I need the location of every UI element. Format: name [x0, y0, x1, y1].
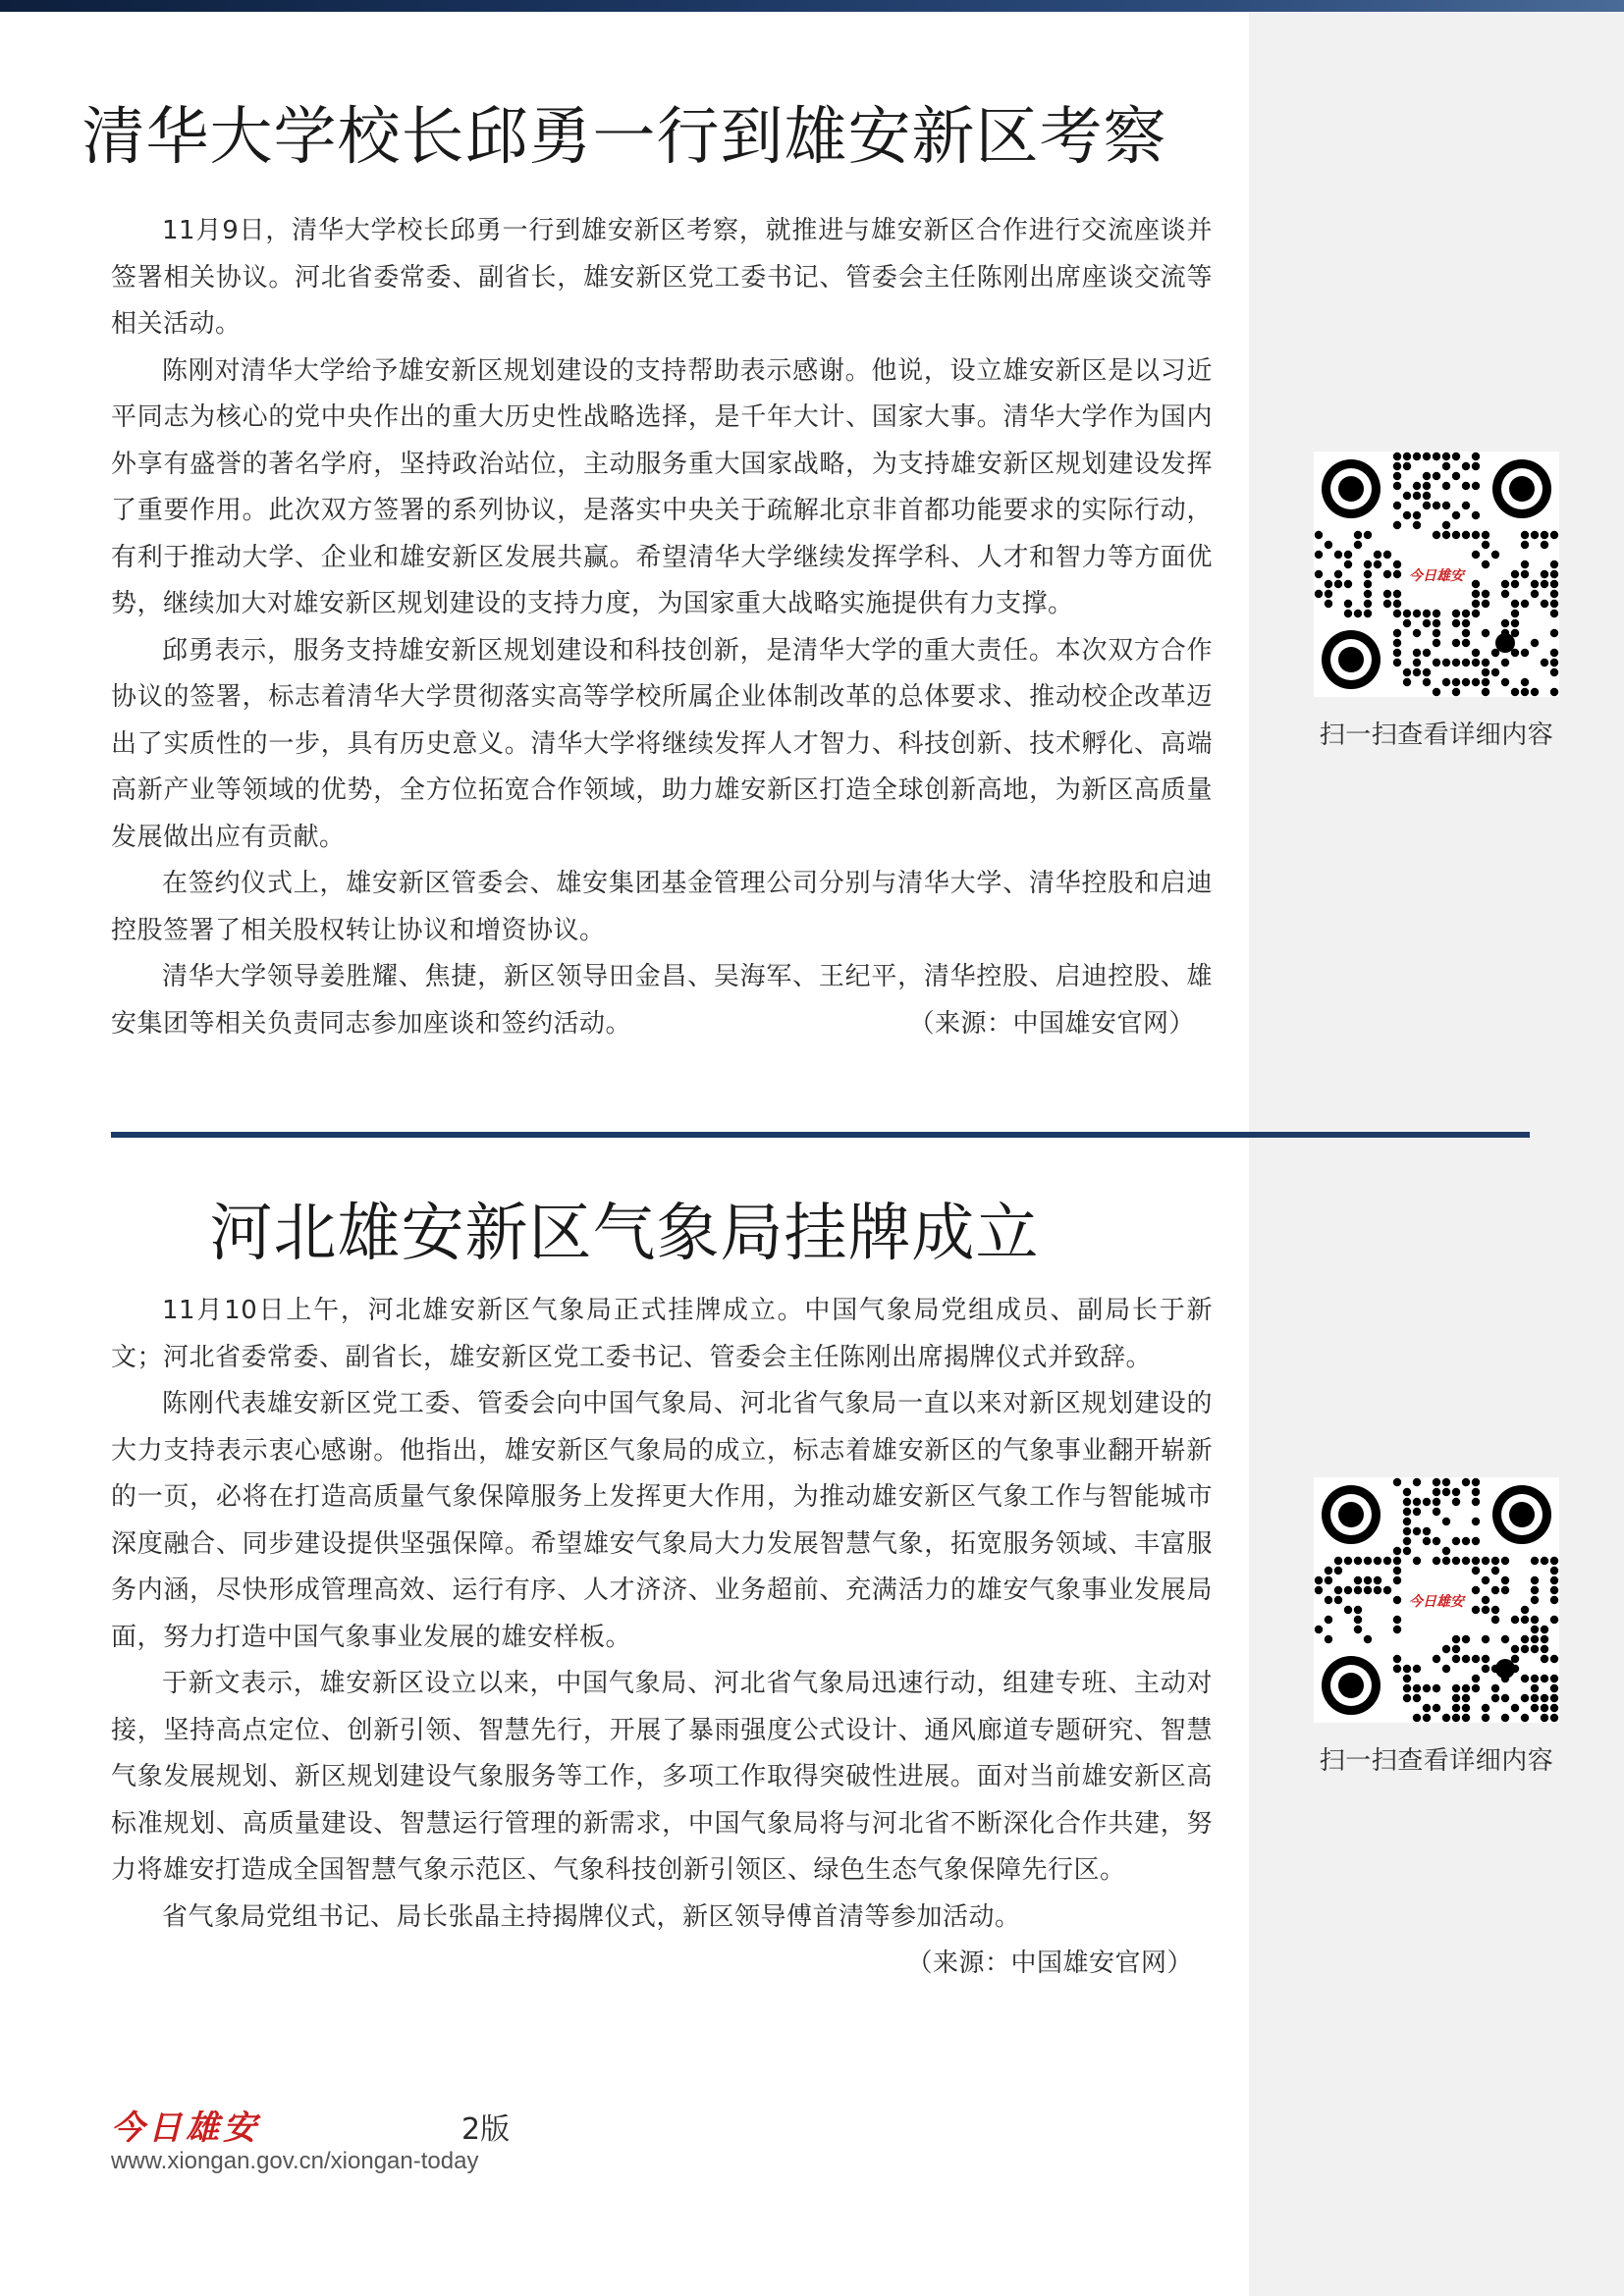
article-2-title: 河北雄安新区气象局挂牌成立	[209, 1198, 1040, 1270]
article-2-source: （来源：中国雄安官网）	[906, 1949, 1193, 1978]
section-divider	[111, 1132, 1530, 1138]
brand-logo: 今日雄安	[111, 2109, 260, 2148]
article-1-last-text: 清华大学领导姜胜耀、焦捷，新区领导田金昌、吴海军、王纪平，清华控股、启迪控股、雄安集团等相关负责同志参加座谈和签约活动。	[111, 962, 1213, 1039]
article-2-body	[111, 1288, 1213, 1988]
qr-block-2	[1304, 1477, 1569, 1777]
article-1-paragraph: 在签约仪式上，雄安新区管委会、雄安集团基金管理公司分别与清华大学、清华控股和启迪控股签署了相关股权转让协议和增资协议。	[111, 869, 1213, 945]
article-1-paragraph: 邱勇表示，服务支持雄安新区规划建设和科技创新，是清华大学的重大责任。本次双方合作协议的签署，标志着清华大学贯彻落实高等学校所属企业体制改革的总体要求、推动校企改革迈出了实质性的一步，具有历史意义。清华大学将继续发挥人才智力、科技创新、技术孵化、高端高新产业等领域的优势，全方位拓宽合作领域，助力雄安新区打造全球创新高地，为新区高质量发展做出应有贡献。	[111, 635, 1213, 852]
qr-caption: 扫一扫查看详细内容	[1319, 1746, 1554, 1776]
article-1-title: 清华大学校长邱勇一行到雄安新区考察	[81, 101, 1167, 174]
article-1-source: （来源：中国雄安官网）	[908, 1008, 1195, 1039]
qr-code-image[interactable]	[1314, 1477, 1559, 1723]
article-1-paragraph	[111, 954, 1213, 1047]
page-number: 2版	[461, 2112, 511, 2147]
article-1-body	[111, 208, 1213, 1047]
qr-block-1	[1304, 452, 1569, 751]
article-1-paragraph: 陈刚对清华大学给予雄安新区规划建设的支持帮助表示感谢。他说，设立雄安新区是以习近平同志为核心的党中央作出的重大历史性战略选择，是千年大计、国家大事。清华大学作为国内外享有盛誉的著名学府，坚持政治站位，主动服务重大国家战略，为支持雄安新区规划建设发挥了重要作用。此次双方签署的系列协议，是落实中央关于疏解北京非首都功能要求的实际行动，有利于推动大学、企业和雄安新区发展共赢。希望清华大学继续发挥学科、人才和智力等方面优势，继续加大对雄安新区规划建设的支持力度，为国家重大战略实施提供有力支撑。	[111, 355, 1213, 618]
article-1-paragraph: 11月9日，清华大学校长邱勇一行到雄安新区考察，就推进与雄安新区合作进行交流座谈并签署相关协议。河北省委常委、副省长，雄安新区党工委书记、管委会主任陈刚出席座谈交流等相关活动。	[111, 216, 1213, 339]
qr-caption: 扫一扫查看详细内容	[1319, 721, 1554, 750]
site-url[interactable]: www.xiongan.gov.cn/xiongan-today	[111, 2148, 479, 2174]
top-gradient-bar	[0, 0, 1624, 12]
qr-center-logo: 今日雄安	[1409, 568, 1464, 584]
article-2-paragraph: 陈刚代表雄安新区党工委、管委会向中国气象局、河北省气象局一直以来对新区规划建设的大力支持表示衷心感谢。他指出，雄安新区气象局的成立，标志着雄安新区的气象事业翻开崭新的一页，必将在打造高质量气象保障服务上发挥更大作用，为推动雄安新区气象工作与智能城市深度融合、同步建设提供坚强保障。希望雄安气象局大力发展智慧气象，拓宽服务领域、丰富服务内涵，尽快形成管理高效、运行有序、人才济济、业务超前、充满活力的雄安气象事业发展局面，努力打造中国气象事业发展的雄安样板。	[111, 1389, 1213, 1652]
article-2-paragraph: 于新文表示，雄安新区设立以来，中国气象局、河北省气象局迅速行动，组建专班、主动对接，坚持高点定位、创新引领、智慧先行，开展了暴雨强度公式设计、通风廊道专题研究、智慧气象发展规划、新区规划建设气象服务等工作，多项工作取得突破性进展。面对当前雄安新区高标准规划、高质量建设、智慧运行管理的新需求，中国气象局将与河北省不断深化合作共建，努力将雄安打造成全国智慧气象示范区、气象科技创新引领区、绿色生态气象保障先行区。	[111, 1669, 1213, 1885]
qr-code-image[interactable]	[1314, 452, 1559, 697]
qr-center-logo: 今日雄安	[1409, 1594, 1464, 1610]
article-2-paragraph: 省气象局党组书记、局长张晶主持揭牌仪式，新区领导傅首清等参加活动。	[162, 1901, 1021, 1932]
right-sidebar	[1249, 12, 1624, 2296]
article-2-paragraph: 11月10日上午，河北雄安新区气象局正式挂牌成立。中国气象局党组成员、副局长于新文；河北省委常委、副省长，雄安新区党工委书记、管委会主任陈刚出席揭牌仪式并致辞。	[111, 1296, 1213, 1372]
